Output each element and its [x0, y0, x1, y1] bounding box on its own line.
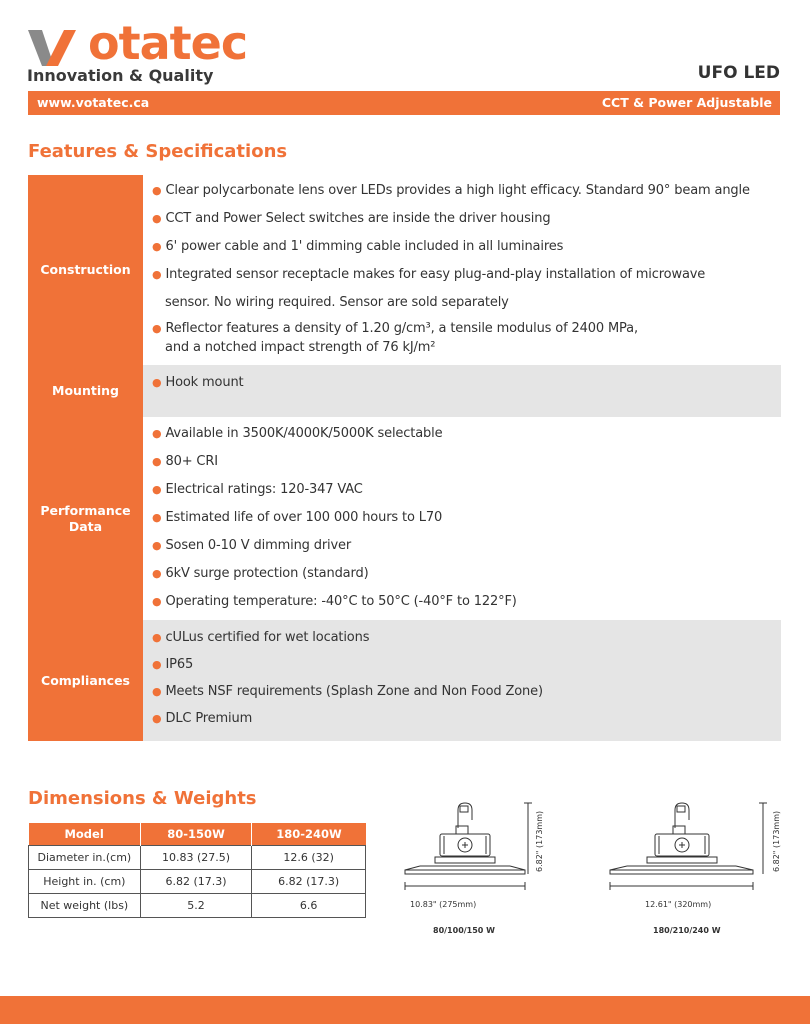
spec-table	[28, 175, 781, 741]
product-title: UFO LED	[697, 63, 780, 83]
list-item: ● Available in 3500K/4000K/5000K selectable	[152, 426, 443, 441]
bullet-icon: ●	[152, 455, 162, 468]
list-item: ● Reflector features a density of 1.20 g/cm³, a tensile modulus of 2400 MPa,	[152, 321, 638, 336]
list-item: ● Electrical ratings: 120-347 VAC	[152, 482, 363, 497]
spec-content	[143, 175, 781, 365]
ufo-light-drawing-icon	[400, 800, 550, 900]
list-item: ● Operating temperature: -40°C to 50°C (-40°F to 122°F)	[152, 594, 517, 609]
spec-label: Mounting	[28, 365, 143, 417]
spec-row-performance	[28, 417, 781, 620]
table-cell: Height in. (cm)	[29, 869, 141, 893]
table-cell: 12.6 (32)	[252, 845, 366, 869]
spec-content	[143, 620, 781, 741]
spec-content	[143, 417, 781, 620]
bullet-icon: ●	[152, 539, 162, 552]
list-item: ● Hook mount	[152, 375, 244, 390]
column-header: 80-150W	[140, 823, 252, 845]
list-item: ● 6' power cable and 1' dimming cable included in all luminaires	[152, 239, 564, 254]
dimensions-section-title: Dimensions & Weights	[28, 788, 257, 809]
spec-row-construction	[28, 175, 781, 365]
bullet-icon: ●	[152, 567, 162, 580]
bullet-icon: ●	[152, 712, 162, 725]
column-header: 180-240W	[252, 823, 366, 845]
table-cell: 5.2	[140, 893, 252, 917]
table-cell: 6.82 (17.3)	[252, 869, 366, 893]
list-item: ● Estimated life of over 100 000 hours to L70	[152, 510, 443, 525]
bullet-icon: ●	[152, 658, 162, 671]
table-cell: Diameter in.(cm)	[29, 845, 141, 869]
table-cell: 10.83 (27.5)	[140, 845, 252, 869]
brand-tagline: Innovation & Quality	[27, 66, 214, 85]
dimensions-table	[28, 823, 366, 918]
table-cell: 6.6	[252, 893, 366, 917]
product-subtitle: CCT & Power Adjustable	[601, 95, 772, 110]
bullet-icon: ●	[152, 483, 162, 496]
bullet-icon: ●	[152, 322, 162, 335]
table-row	[29, 845, 366, 869]
list-item: ● Integrated sensor receptacle makes for easy plug-and-play installation of microwave	[152, 267, 706, 282]
column-header: Model	[29, 823, 141, 845]
spec-label: Performance Data	[28, 417, 143, 620]
height-label: 6.82" (173mm)	[772, 810, 781, 872]
bullet-icon: ●	[152, 212, 162, 225]
dimension-drawing-large	[605, 800, 795, 940]
list-item: ● 80+ CRI	[152, 454, 218, 469]
table-row	[29, 869, 366, 893]
spec-label: Compliances	[28, 620, 143, 741]
footer-bar	[0, 996, 810, 1024]
list-item-continuation: sensor. No wiring required. Sensor are sold separately	[165, 295, 509, 310]
diameter-label: 12.61" (320mm)	[645, 900, 712, 909]
bullet-icon: ●	[152, 427, 162, 440]
logo-v-mark-icon	[28, 30, 90, 66]
list-item: ● Clear polycarbonate lens over LEDs provides a high light efficacy. Standard 90° beam angle	[152, 183, 750, 198]
list-item: ● Meets NSF requirements (Splash Zone and Non Food Zone)	[152, 684, 543, 699]
height-label: 6.82" (173mm)	[535, 810, 544, 872]
list-item: ● cULus certified for wet locations	[152, 630, 370, 645]
brand-logo	[28, 16, 248, 70]
bullet-icon: ●	[152, 184, 162, 197]
table-header-row	[29, 823, 366, 845]
features-section-title: Features & Specifications	[28, 141, 288, 162]
spec-row-mounting	[28, 365, 781, 417]
table-cell: Net weight (lbs)	[29, 893, 141, 917]
list-item: ● Sosen 0-10 V dimming driver	[152, 538, 352, 553]
table-row	[29, 893, 366, 917]
bullet-icon: ●	[152, 685, 162, 698]
bullet-icon: ●	[152, 595, 162, 608]
bullet-icon: ●	[152, 511, 162, 524]
list-item: ● DLC Premium	[152, 711, 253, 726]
website-link[interactable]: www.votatec.ca	[37, 95, 150, 110]
table-cell: 6.82 (17.3)	[140, 869, 252, 893]
list-item: ● 6kV surge protection (standard)	[152, 566, 369, 581]
header-bar	[28, 91, 780, 115]
bullet-icon: ●	[152, 268, 162, 281]
diameter-label: 10.83" (275mm)	[410, 900, 477, 909]
logo-wordmark: otatec	[88, 16, 248, 70]
list-item: ● CCT and Power Select switches are inside the driver housing	[152, 211, 551, 226]
model-label: 80/100/150 W	[433, 926, 495, 935]
list-item-continuation: and a notched impact strength of 76 kJ/m²	[165, 340, 436, 355]
ufo-light-drawing-icon	[605, 800, 795, 900]
bullet-icon: ●	[152, 376, 162, 389]
bullet-icon: ●	[152, 240, 162, 253]
bullet-icon: ●	[152, 631, 162, 644]
spec-content	[143, 365, 781, 417]
spec-label: Construction	[28, 175, 143, 365]
spec-row-compliances	[28, 620, 781, 741]
list-item: ● IP65	[152, 657, 194, 672]
dimension-drawing-small	[400, 800, 550, 940]
model-label: 180/210/240 W	[653, 926, 721, 935]
